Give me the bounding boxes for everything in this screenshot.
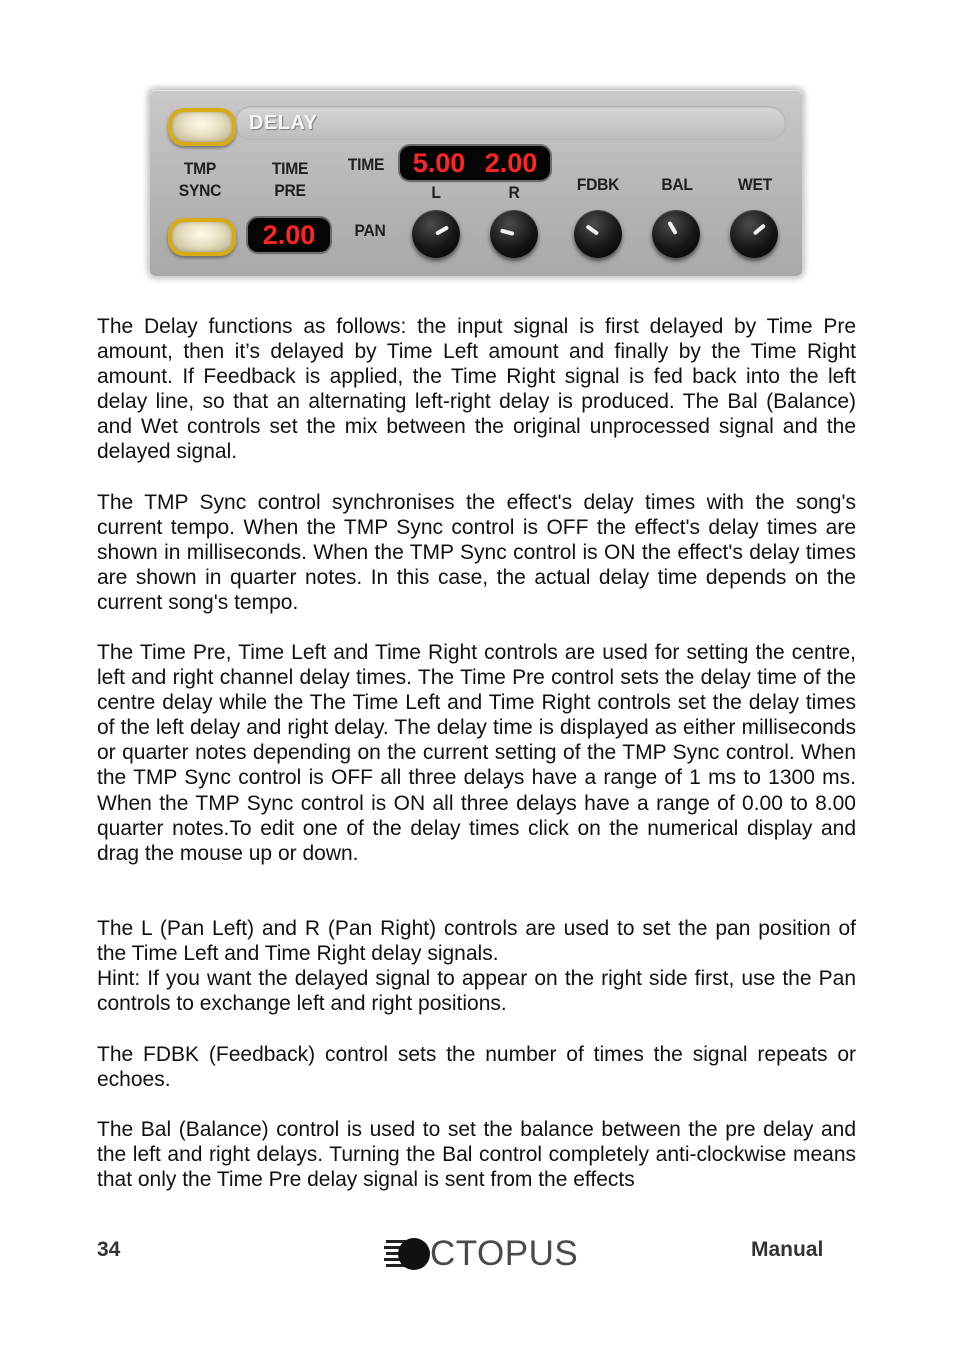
- knob-indicator: [585, 224, 599, 235]
- bal-label: BAL: [661, 175, 693, 194]
- bal-knob[interactable]: [652, 210, 700, 258]
- pan-left-label: L: [431, 183, 441, 202]
- knob-indicator: [667, 221, 677, 235]
- manual-label: Manual: [751, 1238, 824, 1261]
- pan-right-knob[interactable]: [490, 210, 538, 258]
- time-right-value[interactable]: 2.00: [484, 148, 538, 178]
- octopus-logo: [384, 1234, 578, 1274]
- wet-knob[interactable]: [730, 210, 778, 258]
- pan-label: PAN: [354, 221, 386, 240]
- fdbk-label: FDBK: [576, 175, 620, 194]
- fdbk-knob[interactable]: [574, 210, 622, 258]
- wet-label: WET: [738, 175, 772, 194]
- paragraph-feedback: The FDBK (Feedback) control sets the number of times the signal repeats or echoes.: [97, 1043, 856, 1092]
- time-pre-value: 2.00: [262, 220, 316, 250]
- delay-title: DELAY: [249, 112, 318, 134]
- tmp-sync-toggle[interactable]: [168, 218, 236, 256]
- time-pre-display[interactable]: [248, 218, 330, 252]
- paragraph-pan-controls: The L (Pan Left) and R (Pan Right) controls are used to set the pan position of the Time Left and Time Right delay signals.: [97, 917, 856, 966]
- paragraph-tmp-sync: The TMP Sync control synchronises the effect's delay times with the song's current tempo. When the TMP Sync control is OFF the effect's delay times are shown in milliseconds. When the TMP Sync control is ON the effect's delay times are shown in quarter notes. In this case, the actual delay time depends on the current song's tempo.: [97, 491, 856, 615]
- pan-right-label: R: [508, 183, 520, 202]
- page-number: 34: [97, 1238, 121, 1261]
- delay-power-button[interactable]: [168, 108, 236, 146]
- octopus-logo-icon: [384, 1236, 434, 1272]
- logo-text: CTOPUS: [430, 1234, 579, 1273]
- knob-indicator: [500, 228, 515, 235]
- pan-left-knob[interactable]: [412, 210, 460, 258]
- knob-indicator: [435, 225, 449, 235]
- time-left-value[interactable]: 5.00: [412, 148, 466, 178]
- paragraph-delay-overview: The Delay functions as follows: the input signal is first delayed by Time Pre amount, then it’s delayed by Time Left amount and finally by the Time Right amount. If Feedback is applied, the Time Right signal is fed back into the left delay line, so that an alternating left-right delay is produced. The Bal (Balance) and Wet controls set the mix between the original unprocessed signal and the delayed signal.: [97, 315, 856, 464]
- tmp-sync-label: TMP SYNC: [178, 159, 222, 200]
- time-pre-label: TIME PRE: [271, 159, 309, 200]
- paragraph-time-controls: The Time Pre, Time Left and Time Right controls are used for setting the centre, left and right channel delay times. The Time Pre control sets the delay time of the centre delay while the The Time Left and Time Right controls set the delay times of the left delay and right delay. The delay time is displayed as either milliseconds or quarter notes depending on the current setting of the TMP Sync control. When the TMP Sync control is OFF all three delays have a range of 1 ms to 1300 ms. When the TMP Sync control is ON all three delays have a range of 0.00 to 8.00 quarter notes.To edit one of the delay times click on the numerical display and drag the mouse up or down.: [97, 641, 856, 865]
- delay-panel: [150, 90, 802, 276]
- time-left-right-display[interactable]: [400, 146, 550, 180]
- knob-indicator: [753, 223, 766, 235]
- paragraph-hint: Hint: If you want the delayed signal to appear on the right side first, use the Pan controls to exchange left and right positions.: [97, 967, 856, 1016]
- paragraph-balance: The Bal (Balance) control is used to set the balance between the pre delay and the left and right delays. Turning the Bal control completely anti-clockwise means that only the Time Pre delay signal is sent from the effects: [97, 1118, 856, 1192]
- time-label: TIME: [347, 155, 385, 174]
